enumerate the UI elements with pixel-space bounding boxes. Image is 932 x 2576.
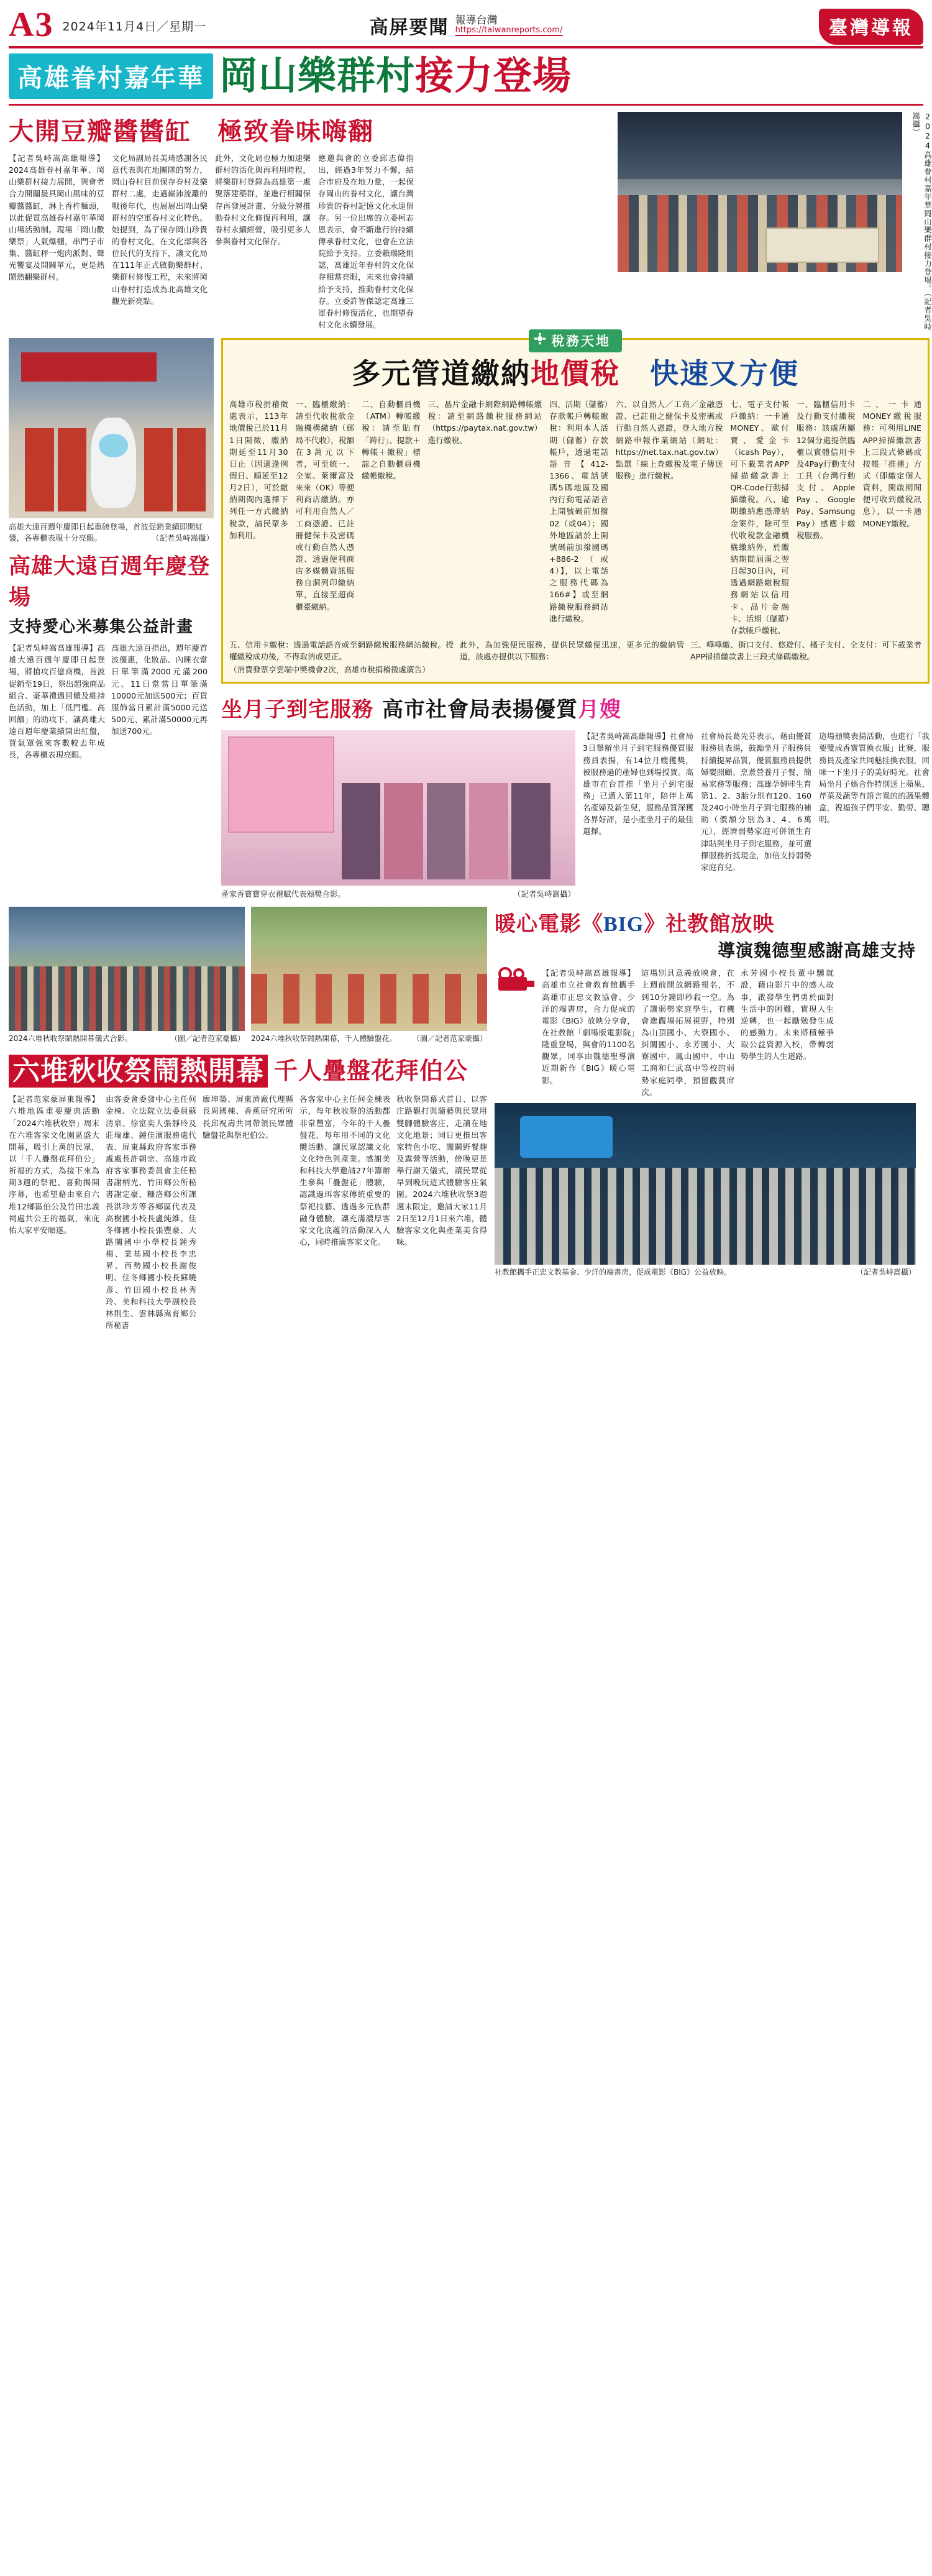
tax-feature-box (221, 334, 930, 684)
photo-decor (495, 1168, 916, 1265)
paragraph: 三、晶片金融卡網際網路轉帳繳稅：請至網路繳稅服務網站（https://paytax.nat.gov.tw）進行繳稅。 (427, 400, 542, 445)
article-nanny-title-right-part1: 高市社會局表揚優質 (382, 699, 578, 722)
tax-feature-headline (229, 351, 921, 392)
article-juancun-photo-wrap (618, 112, 902, 331)
article-nanny-title-left: 坐月子到宅服務 (221, 699, 373, 722)
photo-decor (427, 783, 466, 879)
photo-department-store (9, 338, 214, 518)
article-farglory-subtitle: 支持愛心米募集公益計畫 (9, 618, 194, 636)
masthead-rule (9, 46, 923, 48)
photo-decor (177, 428, 206, 511)
tax-feature-columns (229, 398, 921, 636)
article-liudui-headline (9, 1048, 487, 1088)
paragraph: 廖坤築、屏東濟廠代理縣長周國棟、香蕉研究所所長邱祝壽共同帶領民眾體驗盤花與祭祀伯公。 (203, 1094, 293, 1140)
paragraph: 這場別具意義放映會，在上週前開放網路報名，不到10分鐘即秒殺一空。為了讓弱勢家庭學生，有機會進觀場拓展視野，特別為山頂國小、大寮國小、糾關國小、永芳國小、大寮國中、鳳山國中、中山工商和仁武高中等校的弱勢家庭同學，預留觀賞席次。 (641, 968, 734, 1097)
article-nanny-headline (221, 692, 930, 723)
paragraph: 二、一卡通MONEY繳稅服務：可利用LINE APP掃描繳款書上三段式條碼或按帳「推播」方式（即繳定個人資料，開啟期間便可收到繳稅訊息），以一卡通MONEY繳稅。 (862, 400, 921, 528)
article-liudui-subtitle: 千人疊盤花拜伯公 (274, 1058, 468, 1084)
section-row-2 (9, 334, 930, 899)
headline-tag: 高雄眷村嘉年華 (9, 53, 213, 99)
right-stack (221, 334, 930, 899)
icon-part (498, 977, 527, 991)
page-letter: A (9, 6, 34, 45)
headline-text (219, 57, 572, 96)
tax-gear-icon (534, 332, 546, 345)
photo-caption: 2024六堆秋收祭鬧熱開幕儀式合影。 (9, 1034, 132, 1043)
article-big-movie (495, 907, 916, 1331)
article-juancun-text (9, 112, 610, 331)
photo-caption-row (9, 521, 214, 543)
paragraph: 由客委會委發中心主任何金棟、立法院立法委員蘇清泉、徐富奕人張靜玲及莊瑞雄、鍾佳濱服務處代表、屏東縣政府客家事務處處長許朝宗、高雄市政府客家事務委員會主任秘書謝柄光、竹田鄉公所秘書謝定豪、糠洛鄉公所課長洪珍芳等各鄉區代表及高樹國小校長盧純維、佳冬鄉國小校長張豐豪、大路關國中小學校長鍾秀楊、業基國小校長李忠昇、西勢國小校長謝俊明、佳冬鄉國小校長蘇曉彥、竹田國小校長林秀玲、美和科技大學副校長林則生、雲林縣嵩育鄉公所秘書 (106, 1094, 196, 1331)
photo-caption: 2024六堆秋收祭鬧熱開幕，千人體驗盤花。 (251, 1034, 397, 1043)
paragraph: 一、臨櫃繳納：請至代收稅款金融機構繳納（郵局不代收），稅額在3萬元以下者，可至統一、全家、萊爾富及來來（OK）等便利商店繳納。亦可利用自然人／工商憑證、已註冊健保卡及密碼或行動自然人憑證、透過便利商店多媒體資訊服務自洞列印繳納單，直接至超商櫃臺繳納。 (295, 400, 355, 612)
paragraph: 高雄市稅捐稽徵處表示，113年地價稅已於11月1日開徵，繳納期延至11月30日止（因適逢例假日、順延至12月2日），可於繳納期間內選擇下列任一方式繳納稅款，請民眾多加利用。 (229, 400, 288, 540)
paragraph: 各客家中心主任何金棟表示，每年秋收祭的活動都非常豐富，今年的千人疊盤花、每年用不同的文化體活動、讓民眾認識文化文化特色與產業。感謝美和科技大學邀請27年籌辦生參與「疊盤花」體驗，認識過珥客家傳統重要的祭祀技藝、透過多元族群融身體驗，讓充滿濃厚客家文化底蕴的活動深入人心，同時推廣客家文化。 (299, 1094, 390, 1247)
article-liudui-columns (9, 1093, 487, 1331)
photo-caption: 高雄大遠百週年慶即日起重磅登場，首波促銷業績即開紅盤，各專櫃表現十分亮眼。 (9, 522, 203, 543)
article-farglory (9, 338, 214, 899)
photo-decor-mascot (91, 418, 136, 508)
paragraph: 秋收祭開幕式首日、以客庄路觀打與隨藝與民眾用雙腳體驗客庄，走讀在地文化地景；同日更推出客家特色小吃、闖關野餐趣及露營等活動，傍晚更是舉行謝天儀式，讓民眾從早到晚玩這式體驗客庄氣圍。2024六堆秋收祭3週週末限定，邀請大家11月2日至12月1日來六堆，體驗客家文化與產業美食得味。 (396, 1094, 487, 1247)
article-big-title-highlight: BIG (603, 913, 644, 937)
photo-liudui-ceremony (9, 907, 245, 1031)
photo-byline: （圖／記者范家豪攝） (412, 1034, 487, 1043)
page-number (9, 6, 53, 45)
photo-decor (9, 966, 245, 1031)
tax-headline-highlight: 地價稅 (531, 358, 620, 390)
photo-byline: （記者吳峙嵩攝） (151, 533, 214, 543)
publication-date: 2024年11月4日／星期一 (62, 19, 207, 34)
tax-headline-part2: 快速又方便 (620, 358, 799, 390)
photo-caption-row (221, 888, 575, 899)
paragraph: 一、臨櫃信用卡及行動支付繳稅服務：該處所屬12個分處提供臨櫃以實體信用卡及4Pay行動支付工具（台灣行動支付、Apple Pay、Google Pay、Samsung Pay）感應卡繳稅服務。 (796, 400, 856, 540)
photo-byline: （記者吳峙嵩攝） (513, 889, 575, 899)
headline-part-green: 岡山樂群村 (219, 55, 416, 98)
article-nanny-photo-wrap (221, 730, 575, 899)
article-juancun-columns (9, 152, 610, 331)
icon-part (527, 981, 534, 987)
section-row-4 (9, 907, 923, 1331)
photo-decor (228, 736, 334, 833)
photo-decor (25, 428, 53, 511)
photo-decor (765, 227, 879, 263)
paragraph: 此外，文化局也極力加速樂群村的活化與再利用時程，將樂群村登錄為高雄第一處聚落建築群，並進行相關保存再發展計畫、分級分層推動眷村文化修復再利用，讓眷村永續經營，吸引更多人參與眷村文化保存。 (215, 154, 311, 246)
article-nanny-title-right-highlight: 月嫂 (578, 699, 621, 722)
masthead (9, 6, 923, 45)
projector-icon-wrap (495, 967, 536, 1098)
tax-feature-tab (529, 329, 622, 352)
photo-decor (58, 428, 86, 511)
paragraph: 四、活期（儲蓄）存款帳戶轉帳繳稅：利用本人活期（儲蓄）存款帳戶，透過電話語音【412-1366、電話號碼5碼地區及國內行動電話語音上開號碼前加撥02（或04）；國外地區請於上開號碼前加撥國碼+886-2（或4）】，以上電話之服務代碼為166#】或至網路繳稅服務網站進行繳稅。 (549, 400, 608, 623)
article-juancun (9, 112, 932, 331)
photo-decor (144, 428, 173, 511)
article-nanny (221, 692, 930, 899)
article-liudui-title (9, 1048, 268, 1088)
paragraph: 文化局副局長美琦感謝各民意代表與在地團隊的努力，岡山眷村目前保存眷村及樂群村二處，走過巅沛流離的戰後年代，也展展出岡山樂群村的空軍眷村文化特色。她提到，為了保存岡山珍貴的眷村文化，在文化部與各位民代的支持下，讓文化局在111年正式啟動樂群村、樂群村修復工程，未來將岡山眷村打造成為北高雄文化觀光新亮點。 (112, 154, 208, 306)
paragraph: 二、自動櫃員機（ATM）轉帳繳稅：請至貼有「跨行」、提款＋轉帳＋繳稅」標誌之自動櫃員機繳帳繳稅。 (362, 400, 421, 480)
page-digit: 3 (35, 6, 53, 45)
paragraph: 這場頒獎表揚活動，也進行「我要雙成香實質換衣服」比賽，服務員及產家共同魅挂換衣服，回味一下坐月子的美好時光。社會局坐月子媽合作特別送上蘋果、芹菜及蔬等有語言寬的的蔬果體盒，祝福孩子們平安、勤勞、聰明。 (819, 731, 930, 825)
photo-caption: 產家香寶寶穿衣禮賦代表頒獎合影。 (221, 889, 346, 899)
photo-caption: 2024高雄眷村嘉年華岡山樂群村接力登場。（記者吳峙嵩攝） (911, 112, 932, 331)
newspaper-logo: 臺灣導報 (819, 9, 923, 45)
photo-caption-row (251, 1033, 487, 1043)
paragraph: 七、電子支付帳戶繳納：一卡通MONEY、歐付寶、愛金卡（icash Pay），可下載業者APP掃描繳款書上QR-Code行動掃描繳稅。八、逾期繳納應憑滯納金案件，除可至代收稅款金融機構繳納外，於繳納期間屆滿之翌日起30日內，可透過網路繳稅服務網站以信用卡、晶片金融卡、活期（儲蓄）存款帳戶繳稅。 (730, 400, 789, 635)
article-farglory-columns (9, 642, 214, 761)
photo-caption-wrap (910, 112, 932, 331)
paragraph: 應邀與會的立委邱志偉指出，經過3年努力不懈，結合市府及在地力量，一起保存岡山的眷村文化，讓台灣珍貴的眷村記憶文化永遠留存。另一位出席的立委柯志恩表示，會不斷進行的持續傳承眷村文化，也會在立法院給予支持。立委賴瑞隆則認，高雄近年眷村的文化保存相當亮眼，未來也會持續給予支持，推動眷村文化保存。立委許智傑認定高雄三軍眷村修復活化，也期望眷村文化永續發展。 (318, 154, 414, 329)
photo-decor (469, 783, 508, 879)
photo-caption-row (495, 1267, 916, 1277)
article-liudui-title-text: 六堆秋收祭鬧熱開幕 (9, 1055, 268, 1088)
tax-headline-part1: 多元管道繳納 (352, 358, 531, 390)
photo-decor (618, 112, 902, 179)
headline-part-red: 接力登場 (415, 55, 572, 98)
article-liudui-photos (9, 907, 487, 1043)
article-big-body (495, 967, 916, 1098)
paragraph: 六、以自然人／工商／金融憑證、已註冊之健保卡及密碼或行動自然人憑證，登入地方稅網路申報作業網站（網址：https://net.tax.nat.gov.tw）點選「線上查繳稅及電子傳送服務」進行繳稅。 (615, 400, 723, 480)
film-projector-icon (495, 967, 536, 998)
photo-caption-row (9, 1033, 245, 1043)
section-title: 高屏要聞 (369, 17, 449, 39)
paragraph: 【記者吳峙嵩高雄報導】社會局3日舉辦坐月子到宅服務優質服務員表揚，有14位月嫂獲獎，被服務過的產婦也到場授賀。高雄市在台首推「坐月子到宅服務」已邁入第11年，陪伴上萬名產婦及新生兒，服務品質深獲各界好評，是小產坐月子的最佳選擇。 (583, 731, 693, 837)
photo-decor (511, 783, 551, 879)
photo-block-2 (251, 907, 487, 1043)
photo-juancun-event (618, 112, 902, 272)
paragraph: 永芳國小校長董中驥就設，藉由影片中的感人故事，啟發學生們勇於面對生活中的困難，實現人生逆轉，也一起勵勉發生成的感動力。未來將積極爭取公益資源入校，帶轉弱勢學生的人生道路。 (741, 968, 834, 1061)
paragraph: 【記者吳峙嵩高雄報導】2024高雄眷村嘉年華、岡山樂群村接力展開，與會者合力開闢最具岡山風味的豆瓣醬醬缸，淋上香杵麵頭，以此促質高雄眷村嘉年華岡山場活動制。現場「岡山歡樂祭」人氣爆棚，串門子市集、醬缸秤一炮肉派對、聲光饗宴及開關單元，更是熱鬧熱翻樂群村。 (9, 154, 104, 282)
paragraph: 社會局長葛先芬表示，藉由優質服務員表揚，鼓勵坐月子服務員持續提昇品質，優質服務員提供婦嬰照顧、烹煮營養月子餐、簡易家務等服務；高雄孕婦咔生育第1、2、3胎分別有120、160及240小時坐月子到宅服務的補助（價額分別為3、4、6萬元），經濟弱勢家庭可併領生育津貼與坐月子到宅服務，並可選擇服務折抵現金，加倍支持弱勢家庭育兒。 (701, 731, 811, 872)
main-headline (9, 53, 923, 99)
article-juancun-title: 大開豆瓣醬醬缸 極致眷味嗨翻 (9, 117, 374, 145)
site-name: 報導台灣 (455, 14, 498, 27)
photo-byline: （圖／記者范家豪攝） (170, 1034, 245, 1043)
paragraph: 【記者范家豪屏東報導】六堆地區重要慶典活動「2024六堆秋收祭」周末在六堆客家文化園區盛大開幕，吸引上萬的民眾，以「千人疊盤花拜伯公」祈福的方式，為接下來為期3週的祭祀、喜動揭開序幕，也希望藉由來自六堆12鄉區伯公及竹田忠義祠處共公王的福氣，來庇佑大家平安順遂。 (9, 1094, 99, 1235)
photo-big-screening-group (495, 1103, 916, 1265)
article-big-title-part2: 》社教館放映 (644, 913, 775, 937)
photo-nanny-award (221, 730, 575, 886)
site-url[interactable]: https://taiwanreports.com/ (455, 26, 563, 36)
tax-feature-tab-label: 稅務天地 (551, 334, 611, 349)
paragraph: 五、信用卡繳稅：透過電話語音或至網路繳稅服務網站繳稅。授權繳稅成功後，不得取消或更正。 (229, 639, 454, 662)
article-big-title (495, 907, 916, 937)
paragraph: 高雄大遠百指出，週年慶首波優惠，化妝品、內睡衣當日單筆滿2000元滿200元、11日當當日單筆滿10000元加送500元；百貨服飾當日累計滿5000元送500元、累計滿50000元再加送700元。 (111, 643, 208, 736)
photo-decor (520, 1116, 613, 1158)
paragraph: 【記者吳峙嵩高雄報導】高雄大遠百週年慶即日起登場，將搶攻百億商機，首波促銷至19日，祭出超強商品組合、豪華禮遇回饋及維持色活動，加上「低門檻、高回饋」的助攻下，讓高雄大遠百週年慶業績開出紅盤，買氣罩強來客數較去年成長，各專櫃表現亮眼。 (9, 643, 105, 760)
masthead-center (370, 12, 563, 39)
headline-divider (9, 104, 923, 106)
article-farglory-title: 高雄大遠百週年慶登場 (9, 554, 211, 610)
photo-decor (251, 974, 487, 1024)
paragraph: 此外，為加強便民服務，提供民眾繳便迅速，更多元的繳納管道，該處亦提供以下服務： (460, 639, 685, 662)
article-nanny-body (221, 730, 930, 899)
photo-byline: （記者吳峙嵩攝） (856, 1267, 916, 1277)
article-big-title-part1: 暖心電影《 (495, 913, 603, 937)
tax-feature-credit: （消費發票亨雲端中獎機會2次，高雄市稅捐稽徵處廣告） (229, 665, 430, 675)
article-big-photo-wrap (495, 1103, 916, 1277)
paragraph: 【記者吳峙嵩高雄報導】高雄市立社會教育館攜手高雄市正忠文教協會、少洋的端書房，合力促成的電影《BIG》放映分享會，在社教館「劇場版電影院」隆重登場，與會的1100名觀眾，同享由魏德聖導演近期新作《BIG》暖心電影。 (542, 968, 635, 1085)
article-nanny-title-right (382, 692, 621, 723)
article-liudui (9, 907, 487, 1331)
article-big-subtitle: 導演魏德聖感謝高雄支持 (717, 942, 916, 961)
photo-liudui-panhua (251, 907, 487, 1031)
photo-decor (342, 783, 381, 879)
photo-decor (21, 352, 157, 381)
photo-caption: 社教館攜手正忠文教基金、少洋的端書房，促成電影《BIG》公益放映。 (495, 1267, 732, 1277)
paragraph: 三、嘩嘩繳、街口支付、悠遊付、橘子支付、全支付：可下載業者APP掃描繳款書上三段式條碼繳稅。 (690, 639, 921, 662)
photo-block-1 (9, 907, 245, 1043)
site-info (455, 15, 563, 37)
photo-decor (384, 783, 423, 879)
